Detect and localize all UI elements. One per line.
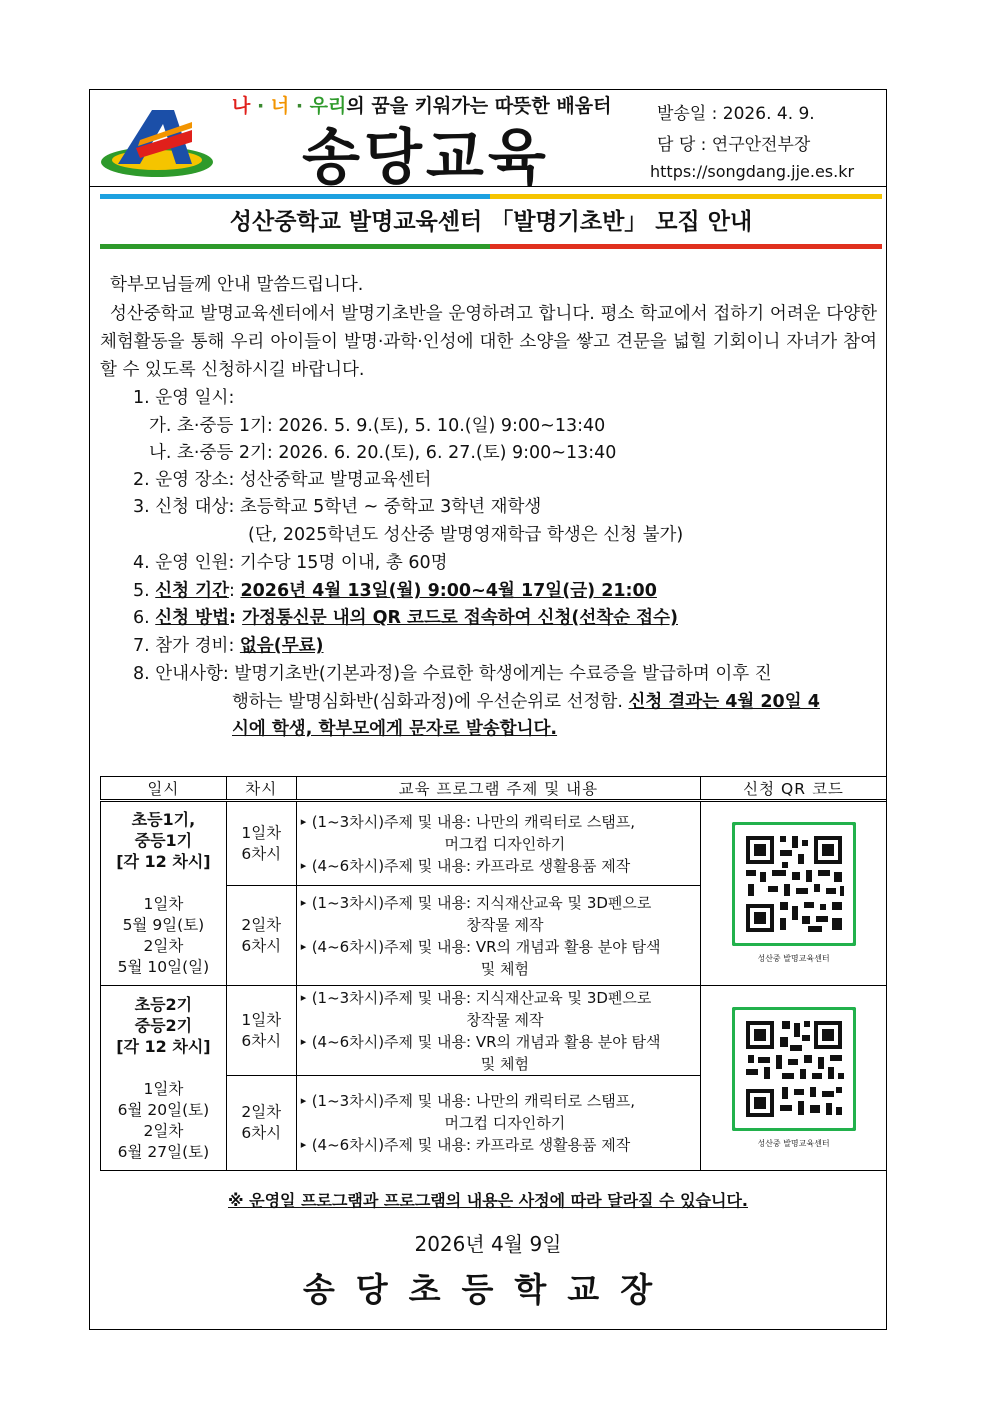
table-header: 일시 (101, 777, 227, 801)
item-2: 2. 운영 장소: 성산중학교 발명교육센터 (133, 470, 432, 490)
qr-caption: 성산중 발명교육센터 (757, 954, 830, 963)
item-7: 7. 참가 경비: 없음(무료) (133, 636, 324, 656)
program-content: ▸ (1~3차시)주제 및 내용: 지식재산교육 및 3D펜으로 창작물 제작 ▸ (4~6차시)주제 및 내용: VR의 개념과 활용 분야 탐색 및 체험 (296, 886, 700, 986)
item-1a: 가. 초·중등 1기: 2026. 5. 9.(토), 5. 10.(일) 9:00~13:40 (149, 416, 606, 436)
brand-title: 송당교육 (302, 123, 550, 193)
item-6: 6. 신청 방법: 가정통신문 내의 QR 코드로 접속하여 신청(선착순 접수) (133, 608, 678, 628)
page-title: 성산중학교 발명교육센터 「발명기초반」 모집 안내 (229, 209, 753, 235)
title-bar-blue (100, 194, 490, 199)
item-8-line3: 시에 학생, 학부모에게 문자로 발송합니다. (232, 719, 558, 739)
issue-date: 2026년 4월 9일 (414, 1232, 562, 1256)
qr-code-icon[interactable] (732, 822, 856, 946)
program-content: ▸ (1~3차시)주제 및 내용: 나만의 캐릭터로 스탬프, 머그컵 디자인하기 ▸ (4~6차시)주제 및 내용: 카프라로 생활용품 제작 (296, 1076, 700, 1171)
program-table (100, 776, 887, 1171)
qr-cell (701, 801, 887, 986)
greeting: 학부모님들께 안내 말씀드립니다. (110, 275, 364, 295)
table-header-row (101, 777, 887, 801)
title-bar-yellow (490, 194, 882, 199)
session-count: 1일차 6차시 (226, 801, 296, 886)
item-8-line2: 행하는 발명심화반(심화과정)에 우선순위로 선정함. 신청 결과는 4월 20일 4 (232, 692, 820, 712)
table-row (101, 801, 887, 886)
item-1b: 나. 초·중등 2기: 2026. 6. 20.(토), 6. 27.(토) 9:00~13:40 (149, 443, 617, 463)
item-4: 4. 운영 인원: 기수당 15명 이내, 총 60명 (133, 553, 448, 573)
program-content: ▸ (1~3차시)주제 및 내용: 지식재산교육 및 3D펜으로 창작물 제작 ▸ (4~6차시)주제 및 내용: VR의 개념과 활용 분야 탐색 및 체험 (296, 986, 700, 1076)
title-bar-red (490, 244, 882, 249)
title-bar-green (100, 244, 490, 249)
school-url: https://songdang.jje.es.kr (650, 162, 855, 181)
schedule-cell: 초등2기 중등2기 [각 12 차시] 1일차 6월 20일(토) 2일차 6월 27일(토) (101, 986, 227, 1171)
qr-code-icon[interactable] (732, 1007, 856, 1131)
table-row (101, 986, 887, 1076)
session-count: 2일차 6차시 (226, 886, 296, 986)
send-date: 발송일 : 2026. 4. 9. (657, 104, 815, 124)
principal-signature: 송당초등학교장 (302, 1270, 674, 1309)
table-header: 차시 (226, 777, 296, 801)
item-5: 5. 신청 기간: 2026년 4월 13일(월) 9:00~4월 17일(금) 21:00 (133, 581, 657, 601)
school-logo-icon (100, 102, 215, 180)
slogan: 나 · 너 · 우리의 꿈을 키워가는 따뜻한 배움터 (232, 95, 612, 117)
manager: 담 당 : 연구안전부장 (657, 135, 811, 155)
qr-caption: 성산중 발명교육센터 (757, 1138, 830, 1148)
program-content: ▸ (1~3차시)주제 및 내용: 나만의 캐릭터로 스탬프, 머그컵 디자인하기 ▸ (4~6차시)주제 및 내용: 카프라로 생활용품 제작 (296, 801, 700, 886)
session-count: 2일차 6차시 (226, 1076, 296, 1171)
schedule-cell: 초등1기, 중등1기 [각 12 차시] 1일차 5월 9일(토) 2일차 5월 10일(일) (101, 801, 227, 986)
table-header: 신청 QR 코드 (701, 777, 887, 801)
item-3-note: (단, 2025학년도 성산중 발명영재학급 학생은 신청 불가) (248, 525, 684, 545)
item-3: 3. 신청 대상: 초등학교 5학년 ~ 중학교 3학년 재학생 (133, 497, 542, 517)
intro-body: 성산중학교 발명교육센터에서 발명기초반을 운영하려고 합니다. 평소 학교에서 접하기 어려운 다양한 체험활동을 통해 우리 아이들이 발명·과학·인성에 대한 소양을 쌓고 견문을 넓힐 기회이니 자녀가 참여할 수 있도록 신청하시길 바랍니다. (100, 304, 877, 380)
table-header: 교육 프로그램 주제 및 내용 (296, 777, 700, 801)
item-8-line1: 8. 안내사항: 발명기초반(기본과정)을 수료한 학생에게는 수료증을 발급하며 이후 진 (133, 664, 772, 684)
notice: ※ 운영일 프로그램과 프로그램의 내용은 사정에 따라 달라질 수 있습니다. (228, 1191, 748, 1210)
session-count: 1일차 6차시 (226, 986, 296, 1076)
qr-cell (701, 986, 887, 1171)
item-1: 1. 운영 일시: (133, 388, 235, 408)
